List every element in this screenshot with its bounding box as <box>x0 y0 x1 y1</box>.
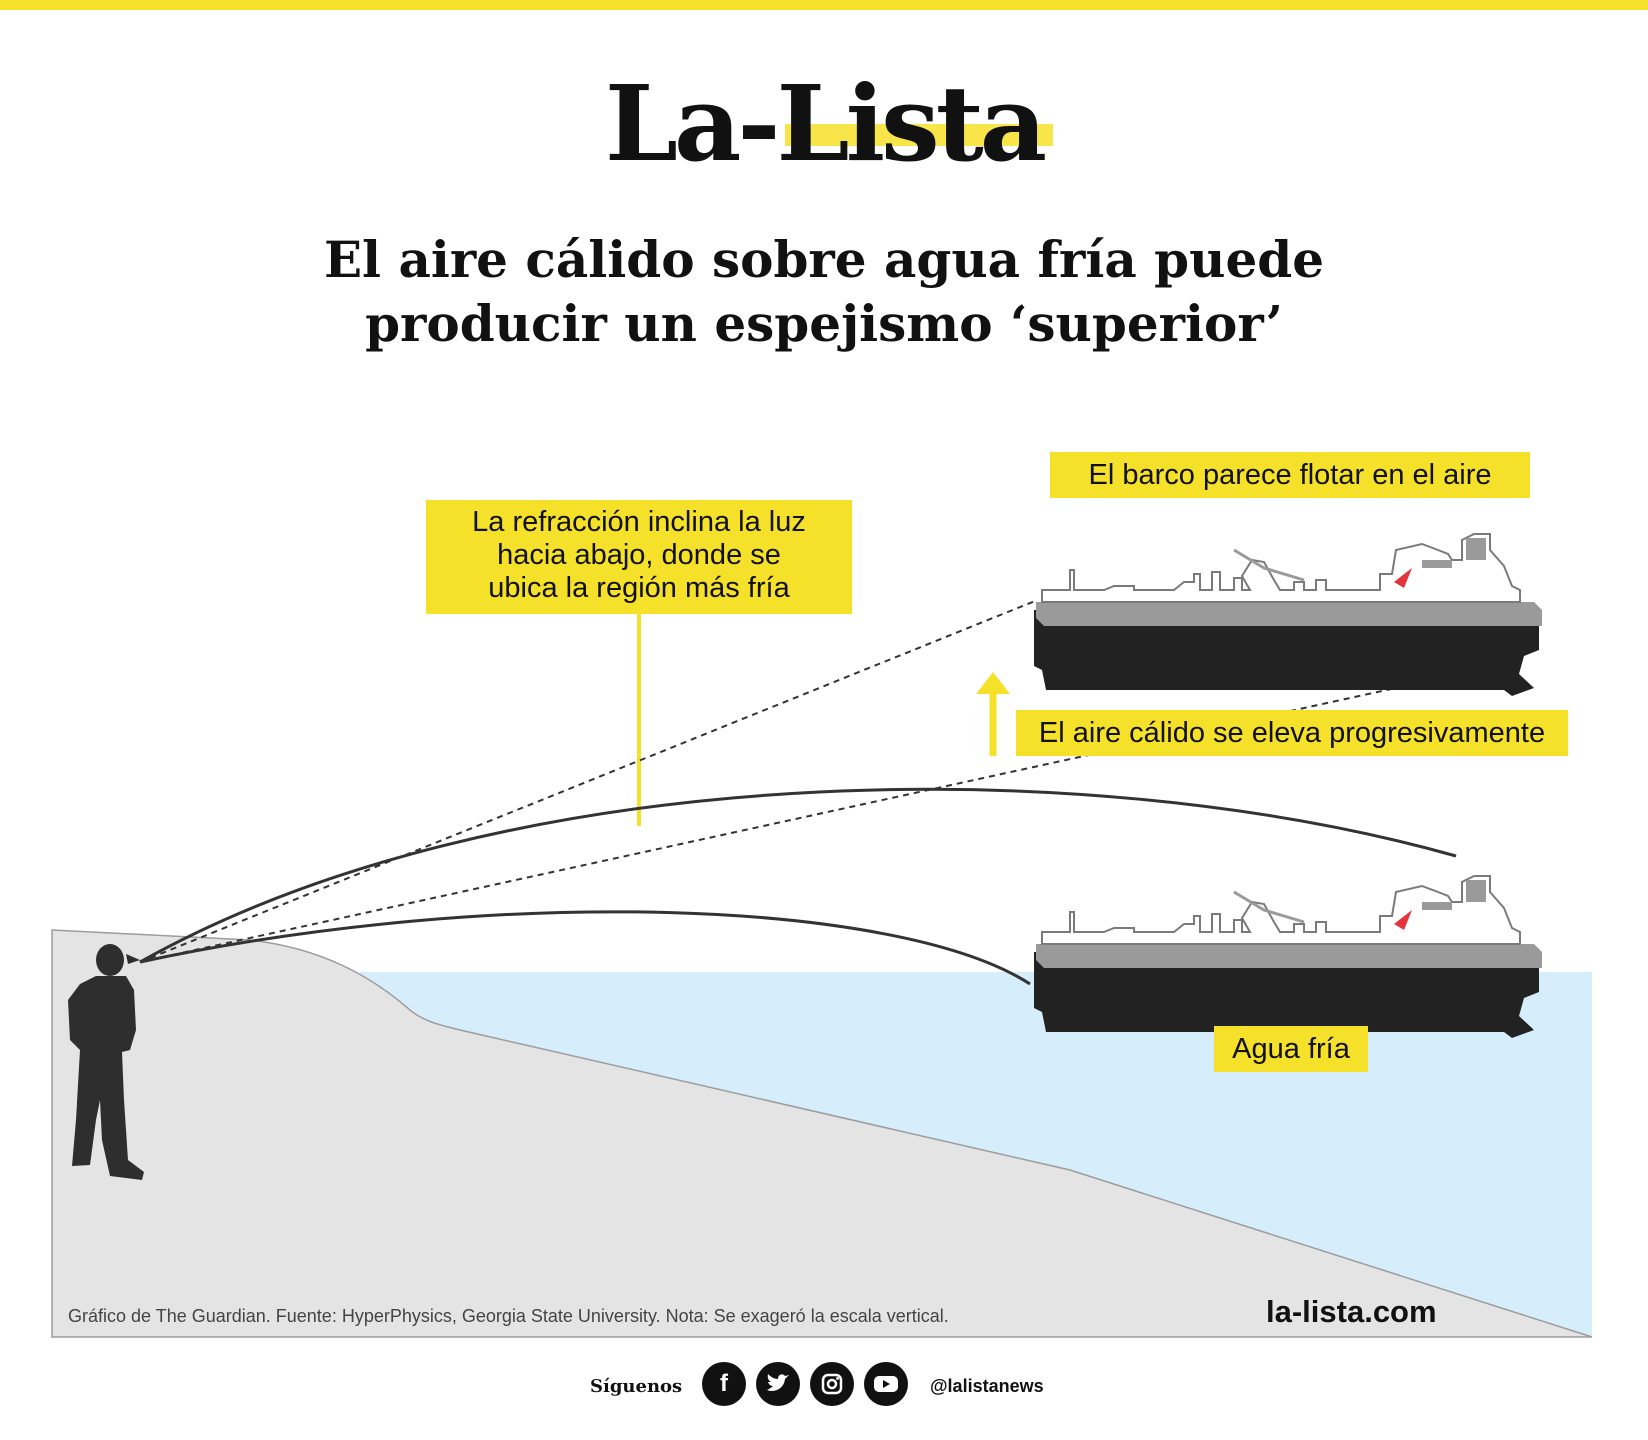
callout-mirage: El barco parece flotar en el aire <box>1050 452 1530 498</box>
callout-refraction <box>426 500 852 614</box>
apparent-sightline-top <box>140 601 1035 962</box>
twitter-icon[interactable] <box>756 1362 800 1406</box>
source-credit: Gráfico de The Guardian. Fuente: HyperPhysics, Georgia State University. Nota: Se exageró la escala vertical. <box>68 1306 949 1326</box>
instagram-icon[interactable] <box>810 1362 854 1406</box>
callout-refraction-line-1: La refracción inclina la luz <box>472 506 806 538</box>
callout-refraction-line-3: ubica la región más fría <box>488 572 790 604</box>
ship-mirage-image <box>1034 534 1542 696</box>
title-line-2: producir un espejismo ‘superior’ <box>365 294 1283 353</box>
logo-highlight: Lista <box>776 62 1044 185</box>
social-handle[interactable]: @lalistanews <box>930 1376 1044 1396</box>
title-line-1: El aire cálido sobre agua fría puede <box>323 230 1325 289</box>
logo-prefix: La- <box>604 62 777 185</box>
callout-warm-air: El aire cálido se eleva progresivamente <box>1016 710 1568 756</box>
facebook-icon[interactable]: f <box>702 1362 746 1406</box>
social-footer <box>0 1362 1648 1418</box>
apparent-sightline-bottom <box>140 662 1515 962</box>
follow-label: Síguenos <box>590 1376 683 1397</box>
callout-refraction-line-2: hacia abajo, donde se <box>497 539 781 571</box>
ship-real <box>1034 876 1542 1038</box>
youtube-icon[interactable] <box>864 1362 908 1406</box>
site-url[interactable]: la-lista.com <box>1266 1294 1437 1329</box>
callout-cold-water: Agua fría <box>1214 1026 1368 1072</box>
warm-air-arrow-head <box>976 672 1010 694</box>
